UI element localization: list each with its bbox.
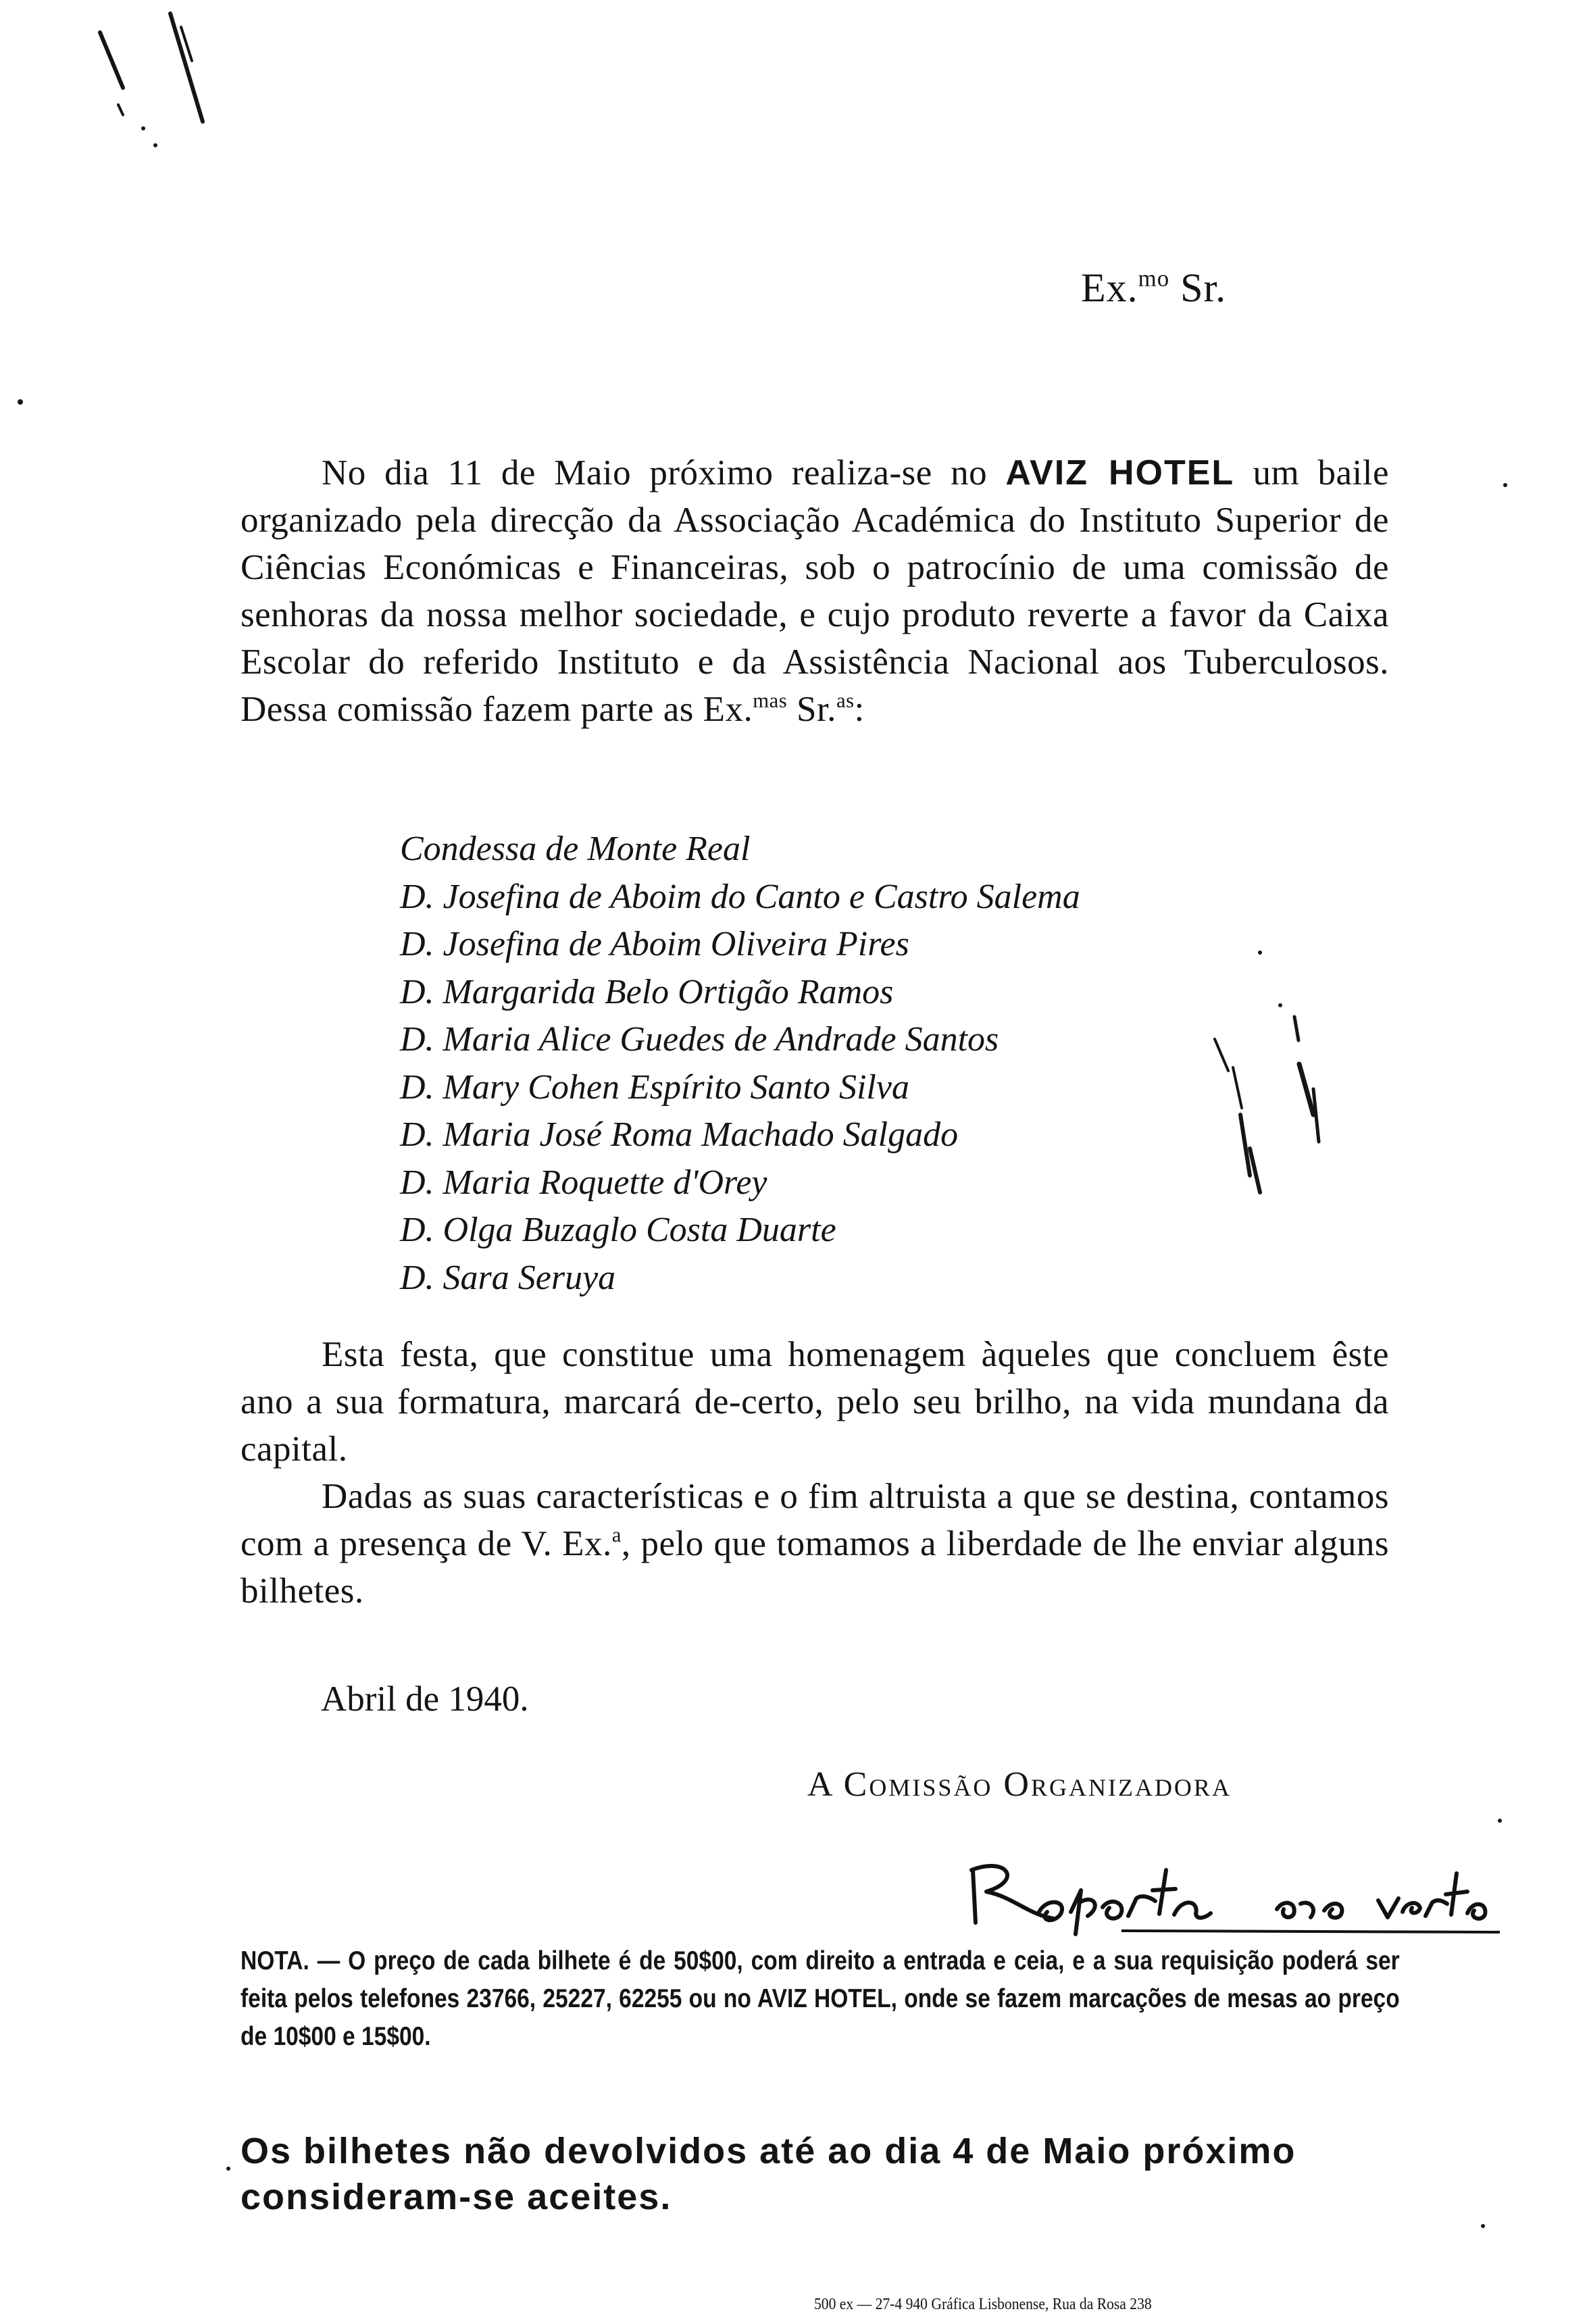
committee-member: D. Sara Seruya xyxy=(400,1258,616,1297)
committee-member: Condessa de Monte Real xyxy=(400,830,751,868)
salutation xyxy=(1081,265,1226,311)
printer-footer: 500 ex — 27-4 940 Gráfica Lisbonense, Rua da Rosa 238 xyxy=(814,2296,1152,2313)
committee-member: D. Margarida Belo Ortigão Ramos xyxy=(400,972,894,1011)
superscript-mas: mas xyxy=(753,689,788,713)
handwritten-note xyxy=(959,1850,1500,1944)
committee-member: D. Maria José Roma Machado Salgado xyxy=(400,1115,959,1154)
committee-member: D. Mary Cohen Espírito Santo Silva xyxy=(400,1067,909,1107)
paragraph-invitation xyxy=(241,449,1389,733)
nota-paragraph: NOTA. — O preço de cada bilhete é de 50$00, com direito a entrada e ceia, e a sua requisição poderá ser feita pelos telefones 23766, 25227, 62255 ou no AVIZ HOTEL, onde se fazem marcações de mesas ao preço de 10$00 e 15$00. xyxy=(241,1946,1400,2051)
paragraph-homage: Esta festa, que constitue uma homenagem àqueles que concluem êste ano a sua formatura, marcará de-certo, pelo seu brilho, na vida mundana da capital. xyxy=(241,1335,1389,1469)
salutation-text: Ex. xyxy=(1081,266,1138,310)
committee-list xyxy=(400,826,1080,1302)
superscript-a: a xyxy=(611,1523,622,1547)
letter-date: Abril de 1940. xyxy=(321,1679,529,1719)
committee-member: D. Josefina de Aboim Oliveira Pires xyxy=(400,925,909,963)
paragraph-invitation-colon: : xyxy=(854,690,865,729)
final-notice: Os bilhetes não devolvidos até ao dia 4 de Maio próximo consideram-se aceites. xyxy=(241,2131,1296,2217)
salutation-superscript: mo xyxy=(1138,265,1170,292)
paragraph-invitation-body: um baile organizado pela direcção da Associação Académica do Instituto Superior de Ciências Económicas e Financeiras, sob o patrocínio de uma comissão de senhoras da nossa melhor sociedade, e cujo produto reverte a favor da Caixa Escolar do referido Instituto e da Assistência Nacional aos Tuberculosos. Dessa comissão fazem parte as Ex. xyxy=(241,453,1389,729)
paragraph-invitation-start: No dia 11 de Maio próximo realiza-se no xyxy=(322,453,1006,492)
paragraph-request-end: , pelo que tomamos a liberdade de lhe enviar alguns bilhetes. xyxy=(241,1524,1389,1611)
committee-member: D. Olga Buzaglo Costa Duarte xyxy=(400,1211,836,1249)
committee-member: D. Maria Alice Guedes de Andrade Santos xyxy=(400,1020,999,1059)
hotel-name: AVIZ HOTEL xyxy=(1005,453,1235,492)
signature-committee: A Comissão Organizadora xyxy=(807,1765,1232,1804)
paragraph-request xyxy=(241,1473,1389,1615)
superscript-as: as xyxy=(836,689,855,713)
salutation-tail: Sr. xyxy=(1169,266,1227,310)
paragraph-request-start: Dadas as suas características e o fim altruista a que se destina, contamos com a presença de V. Ex. xyxy=(241,1477,1389,1563)
paragraph-invitation-sr: Sr. xyxy=(787,690,836,729)
committee-member: D. Josefina de Aboim do Canto e Castro Salema xyxy=(400,877,1080,916)
committee-member: D. Maria Roquette d'Orey xyxy=(400,1163,767,1202)
